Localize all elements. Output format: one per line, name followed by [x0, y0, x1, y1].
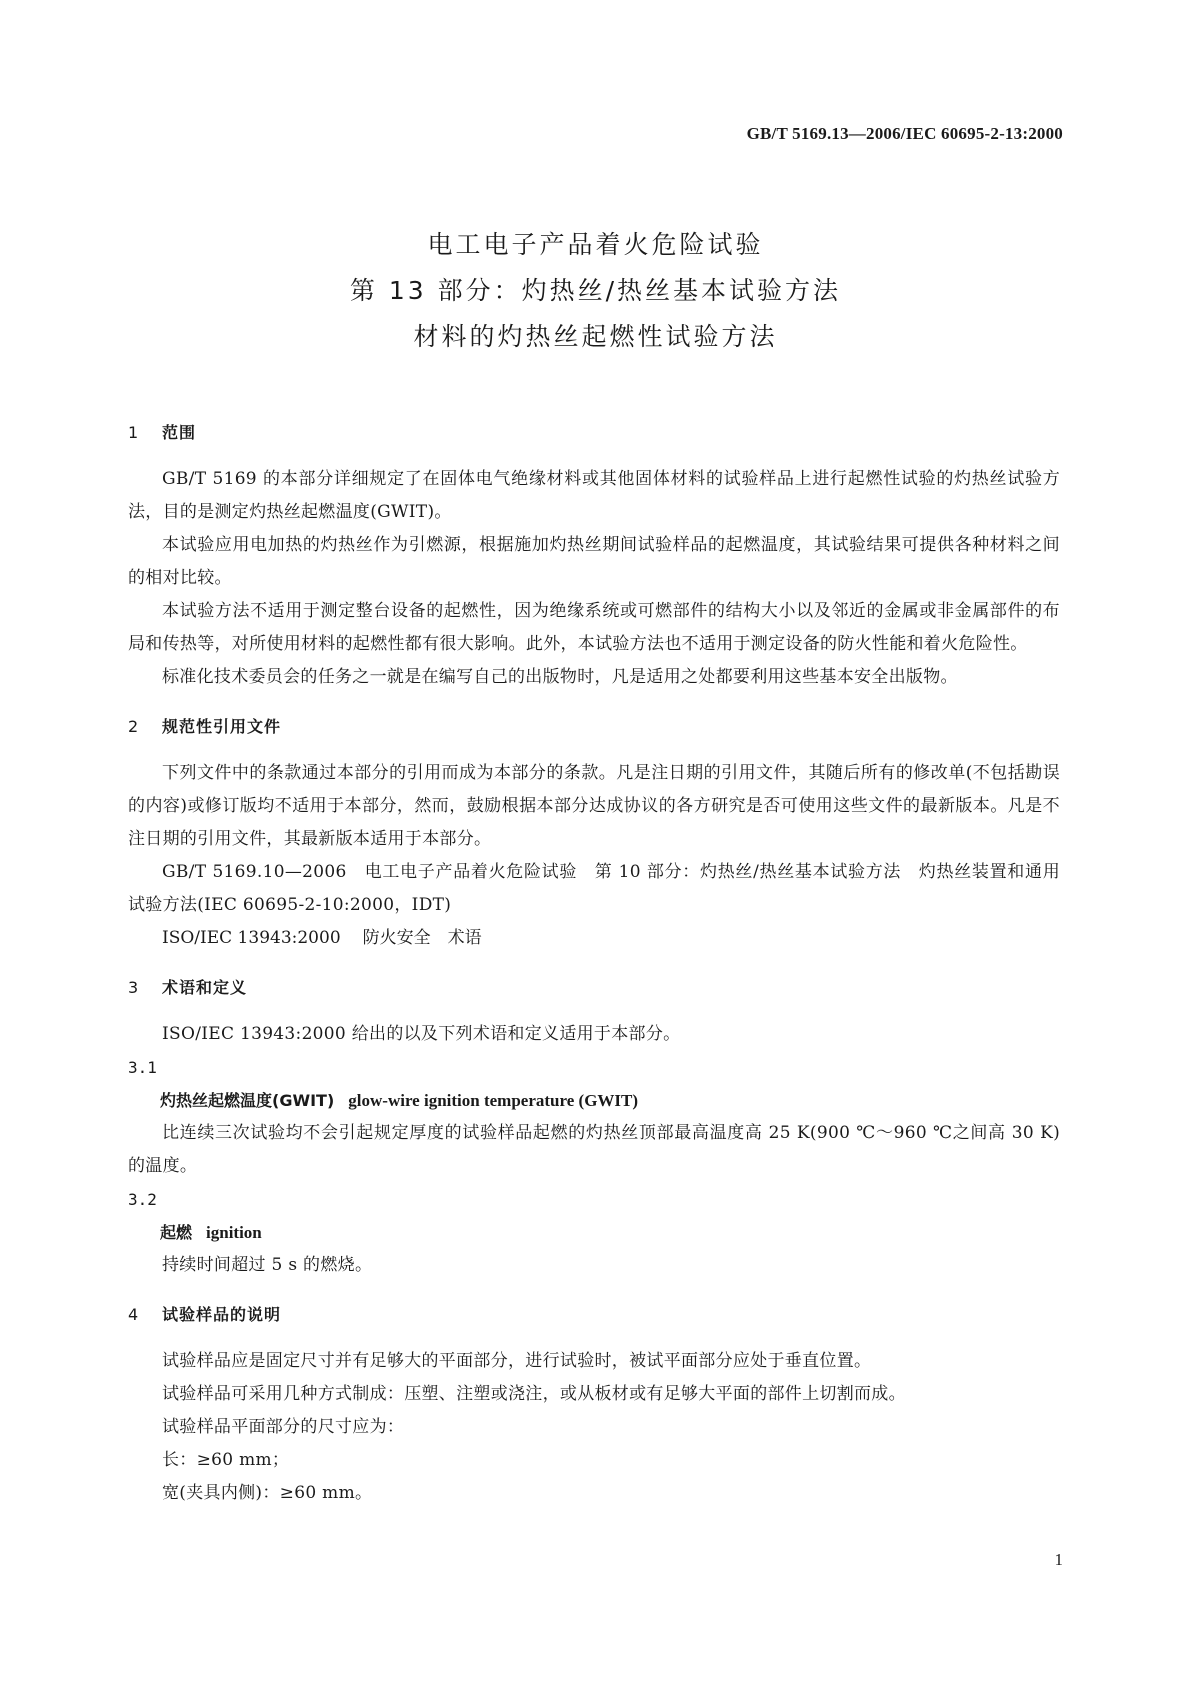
- section-number: 3: [128, 978, 140, 997]
- section-number: 4: [128, 1305, 140, 1324]
- reference-title: 防火安全 术语: [362, 928, 482, 948]
- term-title-en: glow-wire ignition temperature (GWIT): [348, 1091, 639, 1110]
- term-title: [128, 1216, 1060, 1249]
- document-body: [128, 418, 1060, 1510]
- paragraph: ISO/IEC 13943:2000 给出的以及下列术语和定义适用于本部分。: [162, 1024, 681, 1044]
- section-heading-normative-references: [128, 712, 1060, 742]
- section-heading-test-specimen: [128, 1300, 1060, 1330]
- paragraph: 标准化技术委员会的任务之一就是在编写自己的出版物时，凡是适用之处都要利用这些基本安全出版物。: [162, 667, 958, 687]
- paragraph: 本试验方法不适用于测定整台设备的起燃性，因为绝缘系统或可燃部件的结构大小以及邻近的金属或非金属部件的布局和传热等，对所使用材料的起燃性都有很大影响。此外，本试验方法也不适用于测定设备的防火性能和着火危险性。: [128, 601, 1060, 654]
- reference-item: GB/T 5169.10—2006 电工电子产品着火危险试验 第 10 部分：灼热丝/热丝基本试验方法 灼热丝装置和通用试验方法(IEC 60695-2-10:2000，IDT): [128, 862, 1060, 915]
- term-definition: 比连续三次试验均不会引起规定厚度的试验样品起燃的灼热丝顶部最高温度高 25 K(900 ℃～960 ℃之间高 30 K)的温度。: [128, 1123, 1060, 1176]
- reference-item: [128, 922, 1060, 955]
- section-heading-terms: [128, 973, 1060, 1003]
- paragraph: 宽(夹具内侧)：≥60 mm。: [162, 1483, 373, 1503]
- section-title: 范围: [162, 423, 197, 442]
- paragraph: 本试验应用电加热的灼热丝作为引燃源，根据施加灼热丝期间试验样品的起燃温度，其试验结果可提供各种材料之间的相对比较。: [128, 535, 1060, 588]
- document-title: [0, 222, 1191, 360]
- reference-code: ISO/IEC 13943:2000: [162, 928, 341, 948]
- paragraph: 试验样品平面部分的尺寸应为：: [162, 1417, 405, 1437]
- term-number: 3.1: [128, 1058, 157, 1077]
- section-number: 1: [128, 423, 140, 442]
- paragraph: 下列文件中的条款通过本部分的引用而成为本部分的条款。凡是注日期的引用文件，其随后所有的修改单(不包括勘误的内容)或修订版均不适用于本部分，然而，鼓励根据本部分达成协议的各方研究是否可使用这些文件的最新版本。凡是不注日期的引用文件，其最新版本适用于本部分。: [128, 763, 1060, 849]
- title-line-1: 电工电子产品着火危险试验: [427, 230, 764, 259]
- paragraph: 长：≥60 mm；: [162, 1450, 290, 1470]
- title-line-2: 第 13 部分：灼热丝/热丝基本试验方法: [349, 276, 842, 305]
- standard-code: GB/T 5169.13—2006/IEC 60695-2-13:2000: [746, 124, 1063, 143]
- section-title: 试验样品的说明: [162, 1305, 282, 1324]
- title-line-3: 材料的灼热丝起燃性试验方法: [413, 322, 778, 351]
- term-title-cn: 起燃: [160, 1223, 193, 1242]
- term-definition: 持续时间超过 5 s 的燃烧。: [162, 1255, 373, 1275]
- term-title-cn: 灼热丝起燃温度(GWIT): [160, 1091, 335, 1110]
- section-heading-scope: [128, 418, 1060, 448]
- section-number: 2: [128, 717, 140, 736]
- term-title-en: ignition: [206, 1223, 262, 1242]
- section-title: 规范性引用文件: [162, 717, 282, 736]
- paragraph: 试验样品可采用几种方式制成：压塑、注塑或浇注，或从板材或有足够大平面的部件上切割而成。: [162, 1384, 906, 1404]
- term-number: 3.2: [128, 1190, 157, 1209]
- paragraph: GB/T 5169 的本部分详细规定了在固体电气绝缘材料或其他固体材料的试验样品上进行起燃性试验的灼热丝试验方法，目的是测定灼热丝起燃温度(GWIT)。: [128, 469, 1060, 522]
- paragraph: 试验样品应是固定尺寸并有足够大的平面部分，进行试验时，被试平面部分应处于垂直位置。: [162, 1351, 872, 1371]
- page-number: 1: [1054, 1550, 1063, 1569]
- section-title: 术语和定义: [162, 978, 248, 997]
- term-title: [128, 1084, 1060, 1117]
